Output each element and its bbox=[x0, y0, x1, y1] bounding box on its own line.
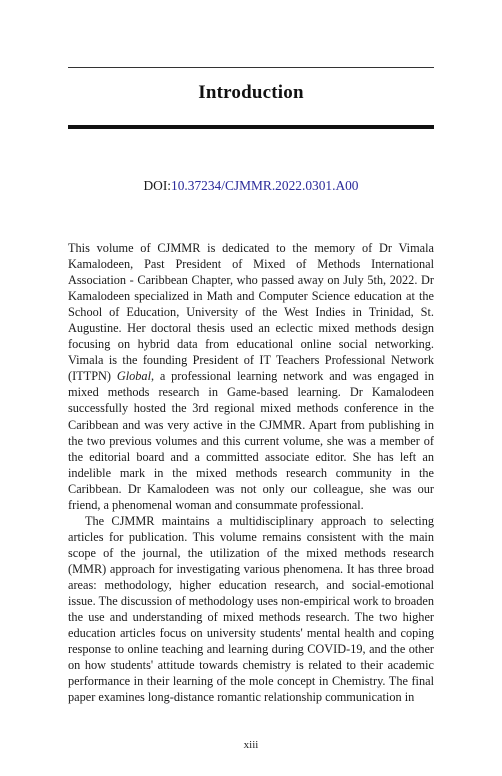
paragraph-1-part-2: , a professional learning network and was engaged in mixed methods research in Game-based learning. Dr Kamalodeen successfully hosted the 3rd regional mixed methods conference in the Caribbean and was very active in the CJMMR. Apart from publishing in the two previous volumes and this current volume, she was a member of the editorial board and a committed associate editor. She has left an indelible mark in the mixed methods research community in the Caribbean. Dr Kamalodeen was not only our colleague, she was our friend, a phenomenal woman and consummate professional. bbox=[68, 369, 434, 512]
paragraph-2: The CJMMR maintains a multidisciplinary approach to selecting articles for publication. This volume remains consistent with the main scope of the journal, the utilization of the mixed methods research (MMR) approach for investigating various phenomena. It has three broad areas: methodology, higher education research, and social-emotional issue. The discussion of methodology uses non-empirical work to broaden the use and understanding of mixed methods research. The two higher education articles focus on university students' mental health and coping response to online teaching and learning during COVID-19, and the other on how students' attitude towards chemistry is related to their academic performance in their learning of the mole concept in Chemistry. The final paper examines long-distance romantic relationship communication in bbox=[68, 513, 434, 705]
doi-prefix: DOI: bbox=[143, 178, 172, 193]
paragraph-1-part-1: This volume of CJMMR is dedicated to the memory of Dr Vimala Kamalodeen, Past President of Mixed of Methods International Association - Caribbean Chapter, who passed away on July 5th, 2022. Dr Kamalodeen specialized in Math and Computer Science education at the School of Education, University of the West Indies in Trinidad, St. Augustine. Her doctoral thesis used an eclectic mixed methods design focusing on hybrid data from educational online social networking. Vimala is the founding President of IT Teachers Professional Network (ITTPN) bbox=[68, 241, 434, 384]
paragraph-1 bbox=[68, 240, 434, 513]
page-number: xiii bbox=[243, 739, 259, 751]
paragraph-1-italic: Global bbox=[116, 369, 151, 384]
article-body bbox=[68, 240, 434, 705]
top-rule bbox=[68, 67, 434, 68]
doi-link[interactable]: 10.37234/CJMMR.2022.0301.A00 bbox=[171, 178, 359, 193]
title-rule bbox=[68, 125, 434, 129]
doi-line bbox=[68, 178, 434, 194]
page-title: Introduction bbox=[198, 82, 304, 103]
